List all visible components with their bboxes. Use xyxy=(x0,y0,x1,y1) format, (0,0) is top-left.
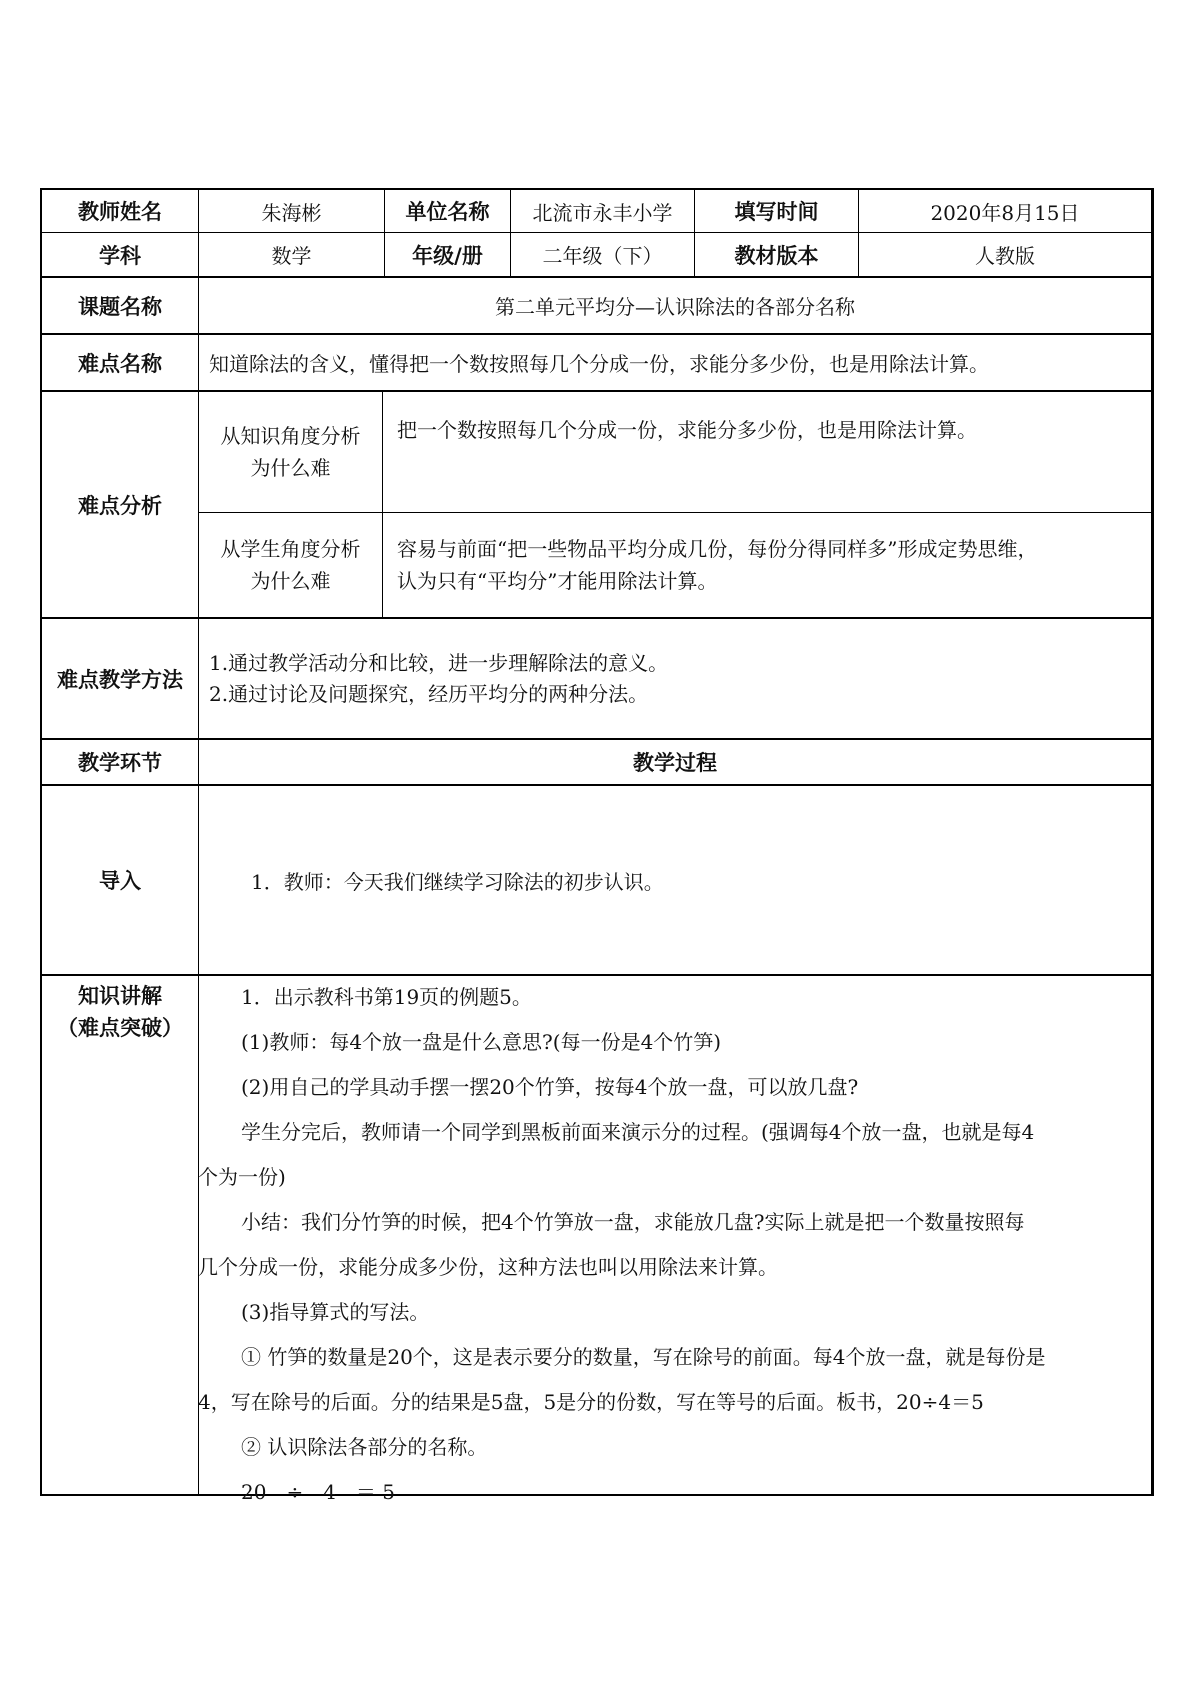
edition-label: 教材版本 xyxy=(694,233,858,278)
explain-line-5: 个为一份) xyxy=(198,1165,286,1189)
explain-line-11: ② 认识除法各部分的名称。 xyxy=(241,1435,488,1459)
fill-date-value: 2020年8月15日 xyxy=(858,190,1151,233)
teacher-name-value: 朱海彬 xyxy=(198,190,384,233)
topic-label: 课题名称 xyxy=(42,278,198,335)
intro-content xyxy=(198,786,1151,976)
explain-line-6: 小结：我们分竹笋的时候，把4个竹笋放一盘，求能放几盘?实际上就是把一个数量按照每 xyxy=(241,1210,1025,1234)
explain-line-4: 学生分完后，教师请一个同学到黑板前面来演示分的过程。(强调每4个放一盘，也就是每4 xyxy=(241,1120,1035,1144)
stage-header: 教学环节 xyxy=(42,740,198,786)
explain-label-line-1: 知识讲解 xyxy=(78,984,162,1008)
unit-name-value: 北流市永丰小学 xyxy=(510,190,694,233)
method-list xyxy=(198,619,1151,740)
analysis-label: 难点分析 xyxy=(42,392,198,619)
method-label: 难点教学方法 xyxy=(42,619,198,740)
student-angle-line-1: 从学生角度分析 xyxy=(220,537,361,561)
explain-line-3: (2)用自己的学具动手摆一摆20个竹笋，按每4个放一盘，可以放几盘? xyxy=(241,1075,859,1099)
knowledge-angle-line-2: 为什么难 xyxy=(250,456,331,480)
knowledge-angle-value: 把一个数按照每几个分成一份，求能分多少份，也是用除法计算。 xyxy=(382,392,1151,513)
knowledge-angle-line-1: 从知识角度分析 xyxy=(220,424,361,448)
topic-value: 第二单元平均分—认识除法的各部分名称 xyxy=(198,278,1151,335)
explain-line-12: 20 ÷ 4 ＝ 5 xyxy=(241,1480,396,1504)
unit-name-label: 单位名称 xyxy=(384,190,510,233)
method-item-2: 2.通过讨论及问题探究，经历平均分的两种分法。 xyxy=(209,681,649,706)
explain-label xyxy=(42,976,198,1494)
difficulty-label: 难点名称 xyxy=(42,335,198,392)
explain-line-2: (1)教师：每4个放一盘是什么意思?(每一份是4个竹笋) xyxy=(241,1030,722,1054)
student-angle-line-2: 为什么难 xyxy=(250,569,331,593)
knowledge-angle-label xyxy=(198,392,382,513)
intro-text: 1．教师：今天我们继续学习除法的初步认识。 xyxy=(251,870,664,894)
student-angle-value xyxy=(382,513,1151,619)
edition-value: 人教版 xyxy=(858,233,1151,278)
student-angle-label xyxy=(198,513,382,619)
explain-line-1: 1．出示教科书第19页的例题5。 xyxy=(241,985,532,1009)
grade-label: 年级/册 xyxy=(384,233,510,278)
grade-value: 二年级（下） xyxy=(510,233,694,278)
student-angle-value-line-2: 认为只有“平均分”才能用除法计算。 xyxy=(397,569,718,593)
explain-line-9: ① 竹笋的数量是20个，这是表示要分的数量，写在除号的前面。每4个放一盘，就是每份是 xyxy=(241,1345,1046,1369)
subject-label: 学科 xyxy=(42,233,198,278)
explain-line-7: 几个分成一份，求能分成多少份，这种方法也叫以用除法来计算。 xyxy=(198,1255,778,1279)
difficulty-value: 知道除法的含义，懂得把一个数按照每几个分成一份，求能分多少份，也是用除法计算。 xyxy=(198,335,1151,392)
explain-line-8: (3)指导算式的写法。 xyxy=(241,1300,430,1324)
method-item-1: 1.通过教学活动分和比较，进一步理解除法的意义。 xyxy=(209,650,669,675)
explain-content xyxy=(198,975,1143,1515)
subject-value: 数学 xyxy=(198,233,384,278)
teacher-name-label: 教师姓名 xyxy=(42,190,198,233)
fill-date-label: 填写时间 xyxy=(694,190,858,233)
intro-label: 导入 xyxy=(42,786,198,976)
student-angle-value-line-1: 容易与前面“把一些物品平均分成几份，每份分得同样多”形成定势思维， xyxy=(397,537,1038,561)
explain-label-line-2: （难点突破） xyxy=(57,1016,183,1040)
process-header: 教学过程 xyxy=(198,740,1151,786)
explain-line-10: 4，写在除号的后面。分的结果是5盘，5是分的份数，写在等号的后面。板书，20÷4＝5 xyxy=(198,1390,984,1414)
